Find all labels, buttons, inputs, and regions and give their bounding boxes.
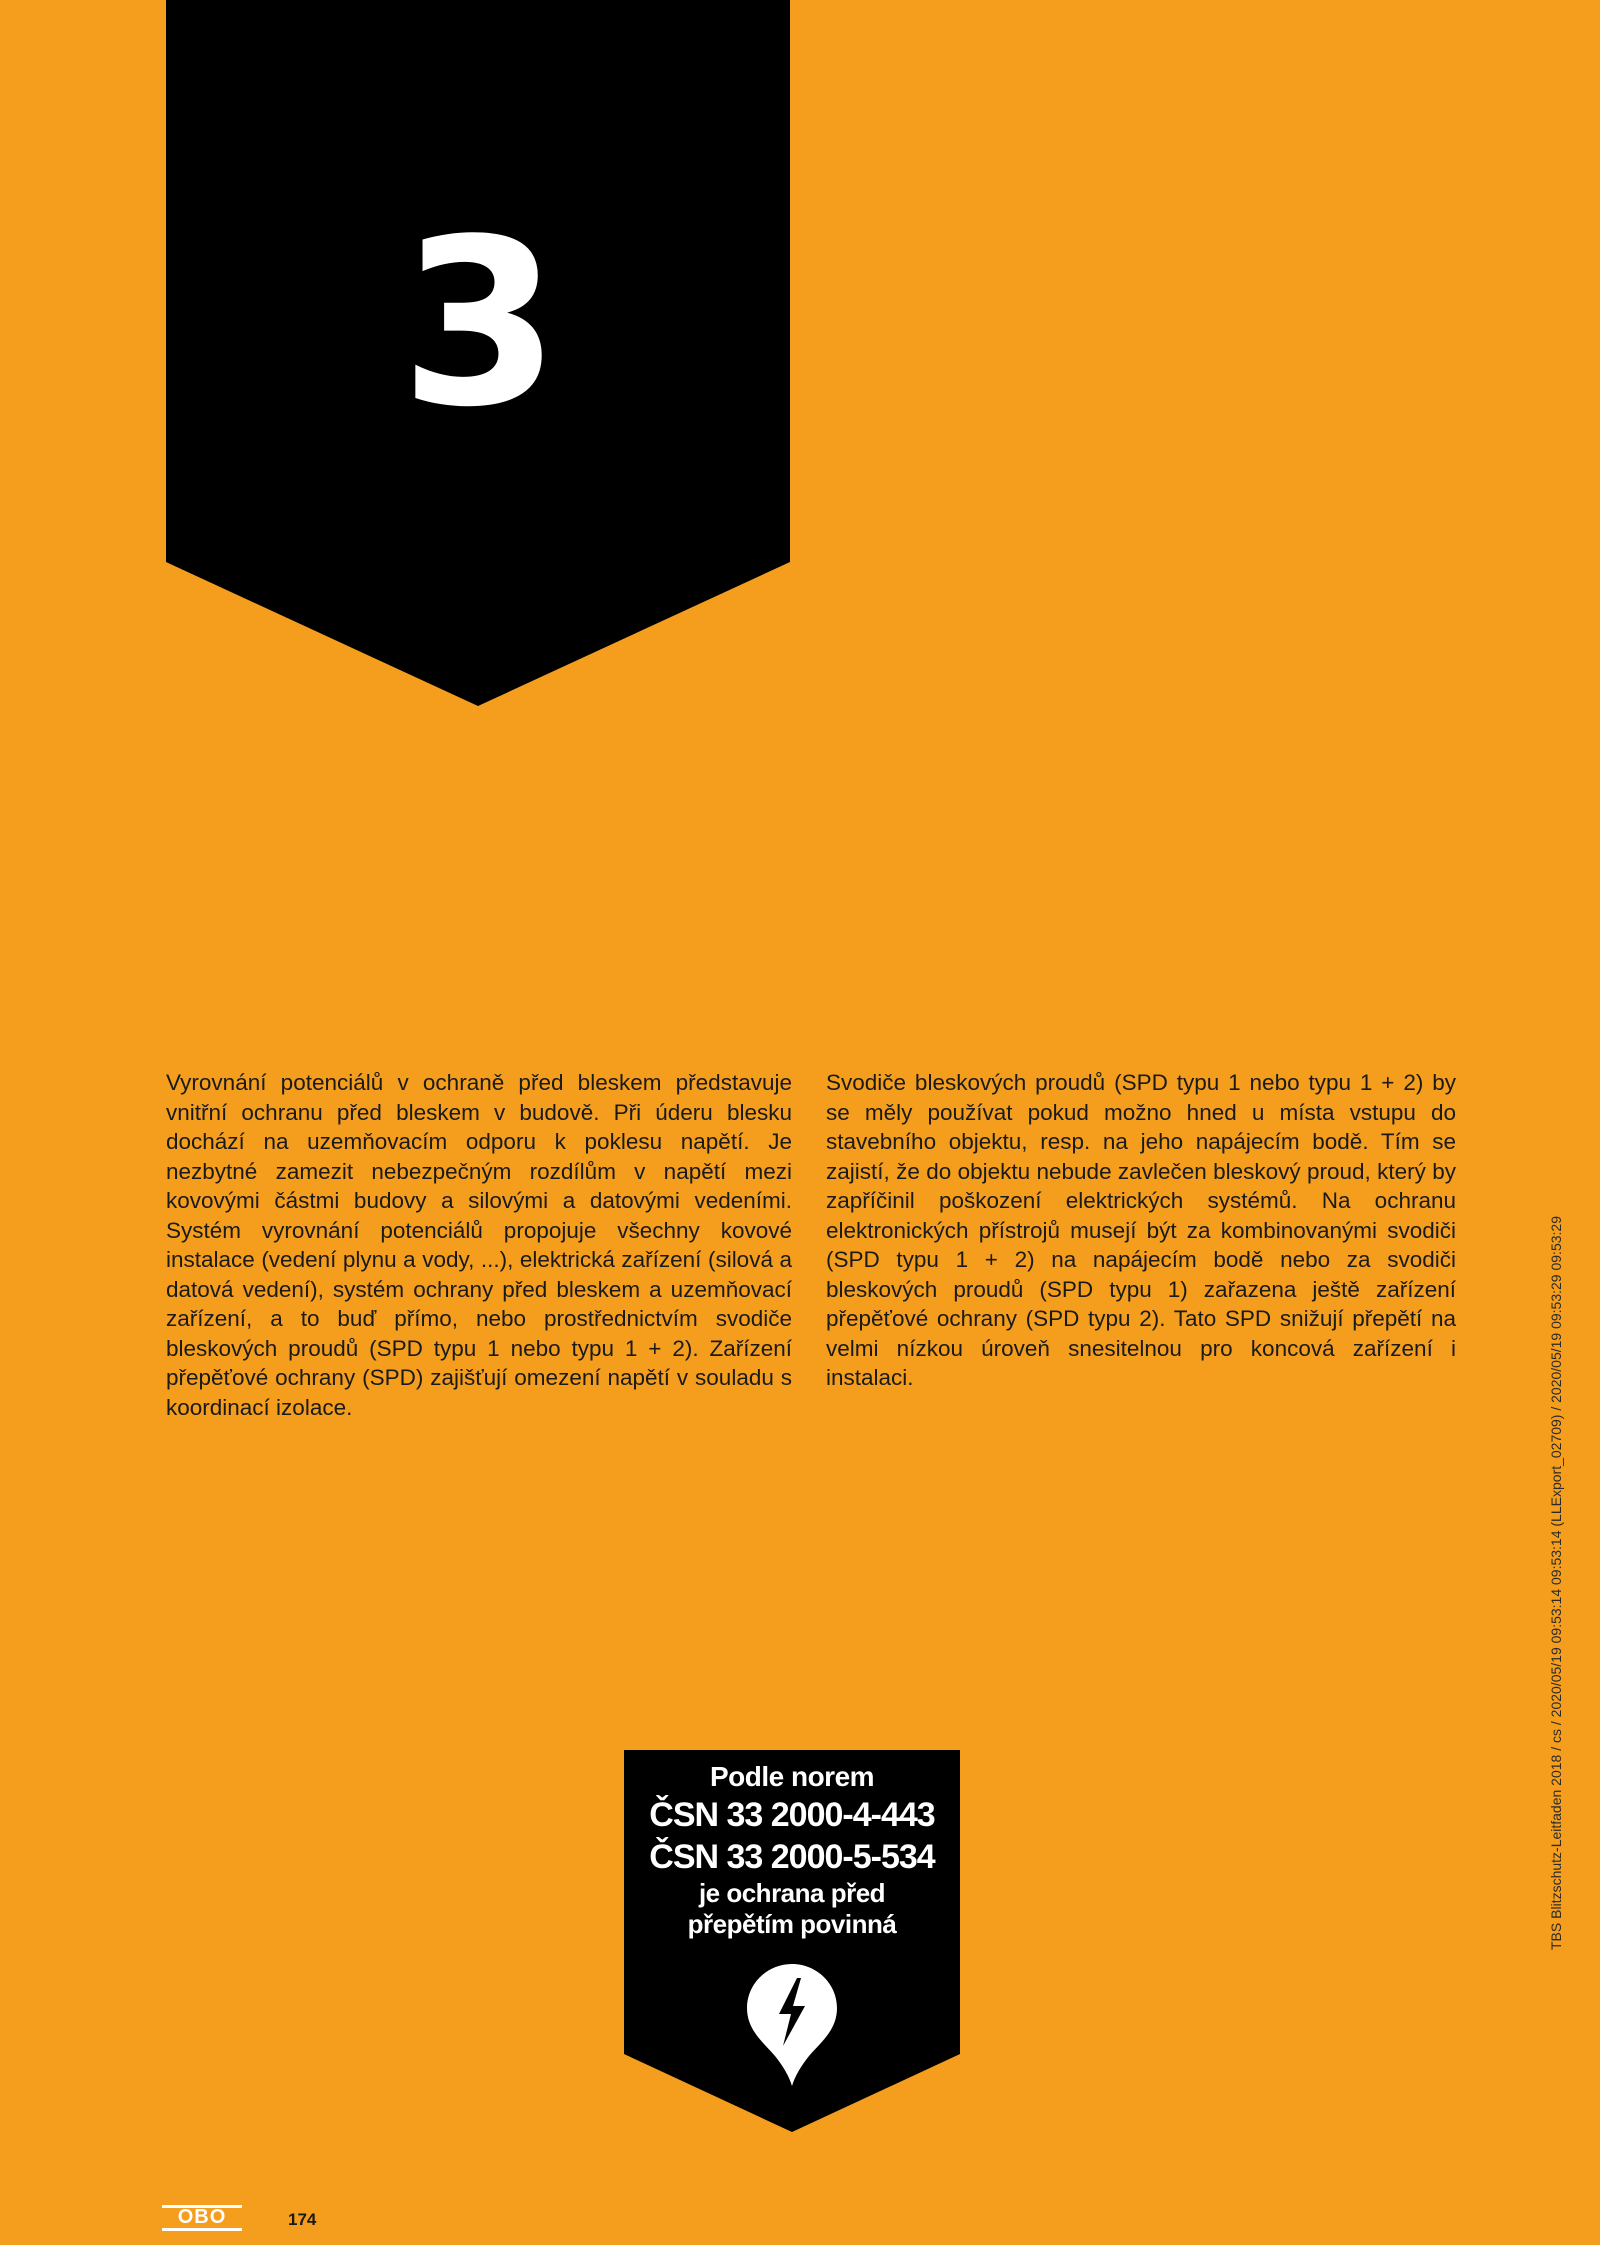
norm-badge-line2: je ochrana před xyxy=(698,1878,886,1908)
body-column-left: Vyrovnání potenciálů v ochraně před bleskem představuje vnitřní ochranu před bleskem v budově. Při úderu blesku dochází na uzemňovacím odporu k poklesu napětí. Je nezbytné zamezit nebezpečným rozdílům v napětí mezi kovovými částmi budovy a silovými a datovými vedeními. Systém vyrovnání potenciálů propojuje všechny kovové instalace (vedení plynu a vody, ...), elektrická zařízení (silová a datová vedení), systém ochrany před bleskem a uzemňovací zařízení, a to buď přímo, nebo prostřednictvím svodiče bleskových proudů (SPD typu 1 nebo typu 1 + 2). Zařízení přepěťové ochrany (SPD) zajišťují omezení napětí v souladu s koordinací izolace. xyxy=(166,1070,792,1420)
side-meta: TBS Blitzschutz-Leitfaden 2018 / cs / 2020/05/19 09:53:14 09:53:14 (LLExport_02709) / 2020/05/19 09:53:29 09:53:29 xyxy=(1548,1216,1564,1950)
norm-badge-norm2: ČSN 33 2000-5-534 xyxy=(649,1838,935,1876)
norm-badge-line3: přepětím povinná xyxy=(687,1909,897,1939)
norm-badge-text xyxy=(624,1760,960,1940)
obo-logo xyxy=(162,2205,242,2231)
page-number: 174 xyxy=(288,2210,317,2229)
norm-badge-norm1: ČSN 33 2000-4-443 xyxy=(649,1796,935,1834)
lightning-pin-icon xyxy=(745,1962,839,2088)
norm-badge xyxy=(624,1750,960,2132)
obo-logo-text: OBO xyxy=(177,2206,227,2228)
body-column-right: Svodiče bleskových proudů (SPD typu 1 nebo typu 1 + 2) by se měly používat pokud možno hned u místa vstupu do stavebního objektu, resp. na jeho napájecím bodě. Tím se zajistí, že do objektu nebude zavlečen bleskový proud, který by zapříčinil poškození elektrických systémů. Na ochranu elektronických přístrojů musejí být za kombinovanými svodiči (SPD typu 1 + 2) na napájecím bodě nebo za svodiči bleskových proudů (SPD typu 1) zařazena ještě zařízení přepěťové ochrany (SPD typu 2). Tato SPD snižují přepětí na velmi nízkou úroveň snesitelnou pro koncová zařízení i instalaci. xyxy=(826,1070,1456,1390)
chapter-banner xyxy=(166,0,790,706)
chapter-number: 3 xyxy=(399,191,557,458)
norm-badge-line1: Podle norem xyxy=(709,1761,875,1792)
